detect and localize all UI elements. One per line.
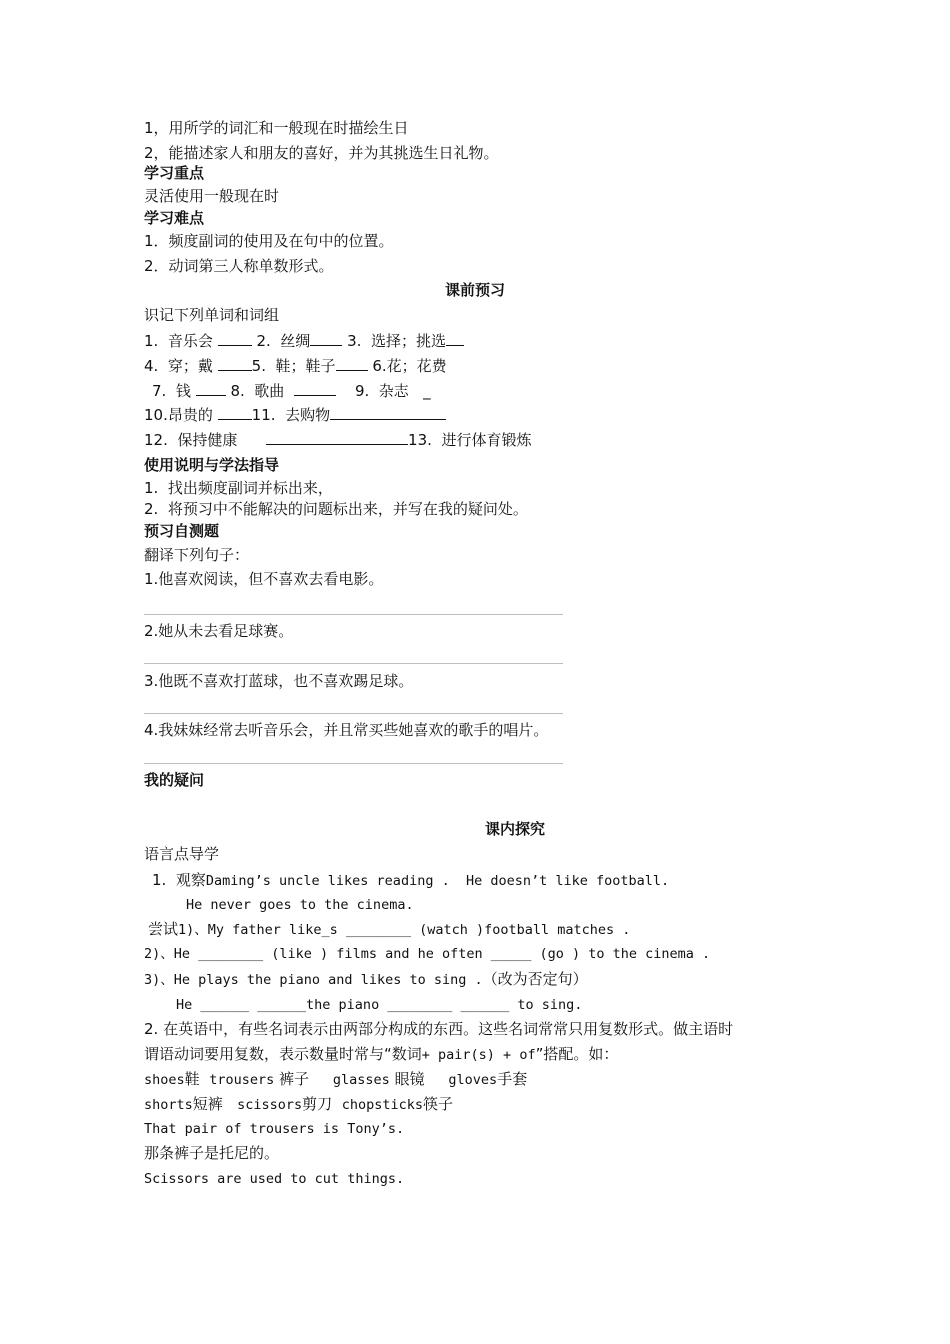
inclass-title: 课内探究	[485, 820, 546, 838]
noun-en: glasses	[332, 1072, 390, 1088]
try-sentence: 3)、He plays the piano and likes to sing .	[144, 972, 483, 988]
vocab-blank-mark: _	[423, 382, 431, 400]
vocab-num: 5.	[251, 357, 266, 375]
point2-line-2	[144, 1044, 618, 1065]
noun-en: trousers	[209, 1072, 275, 1088]
noun-zh: 筷子	[422, 1095, 453, 1113]
vocab-term: 丝绸	[280, 332, 311, 350]
observe-label: 观察	[175, 871, 206, 889]
vocab-num: 8.	[230, 382, 245, 400]
guide-item-2: 2. 将预习中不能解决的问题标出来，并写在我的疑问处。	[144, 500, 528, 518]
vocab-term: 钱	[175, 382, 191, 400]
selftest-item-1: 1.他喜欢阅读，但不喜欢去看电影。	[144, 570, 384, 588]
questions-heading: 我的疑问	[144, 771, 205, 789]
vocab-blank	[218, 331, 252, 346]
vocab-num: 3.	[347, 332, 362, 350]
objective-2: 2，能描述家人和朋友的喜好，并为其挑选生日礼物。	[144, 144, 499, 162]
answer-line	[144, 663, 563, 664]
vocab-blank	[218, 356, 252, 371]
vocab-row-2	[144, 356, 447, 376]
focus-heading: 学习重点	[144, 164, 205, 182]
vocab-blank	[446, 331, 464, 346]
try-instruction: （改为否定句）	[482, 970, 588, 988]
vocab-term: 选择；挑选	[370, 332, 446, 350]
point2-text: ”搭配。如：	[535, 1045, 619, 1063]
vocab-num: 2.	[256, 332, 271, 350]
vocab-num: 1.	[144, 332, 159, 350]
noun-en: chopsticks	[341, 1097, 423, 1113]
vocab-term: 杂志	[378, 382, 409, 400]
vocab-num: 4.	[144, 357, 159, 375]
selftest-item-4: 4.我妹妹经常去听音乐会，并且常买些她喜欢的歌手的唱片。	[144, 721, 549, 739]
vocab-term: 鞋；鞋子	[275, 357, 336, 375]
vocab-blank	[218, 405, 252, 420]
vocab-blank	[294, 381, 336, 396]
noun-en: shoes	[144, 1072, 185, 1088]
vocab-num: 6.	[372, 357, 387, 375]
vocab-blank	[196, 381, 226, 396]
focus-text: 灵活使用一般现在时	[144, 187, 280, 205]
preview-instruction: 识记下列单词和词组	[144, 306, 280, 324]
guide-item-1: 1. 找出频度副词并标出来，	[144, 479, 333, 497]
point2-text: 谓语动词要用复数，表示数量时常与“数词	[144, 1045, 422, 1063]
noun-zh: 裤子	[279, 1070, 310, 1088]
vocab-term: 花；花费	[386, 357, 447, 375]
try-line-1	[148, 919, 630, 940]
difficulty-heading: 学习难点	[144, 209, 205, 227]
observe-line-1	[152, 870, 669, 891]
example-2-en: Scissors are used to cut things.	[144, 1171, 405, 1187]
selftest-item-3: 3.他既不喜欢打蓝球，也不喜欢踢足球。	[144, 672, 414, 690]
point2-formula: + pair(s) + of	[421, 1047, 536, 1063]
vocab-row-1	[144, 331, 464, 351]
vocab-term: 穿；戴	[167, 357, 213, 375]
try-line-2: 2)、He ________ (like ) films and he often _____ (go ) to the cinema .	[144, 946, 711, 962]
vocab-term: 保持健康	[177, 431, 238, 449]
vocab-term: 昂贵的	[167, 406, 213, 424]
selftest-instruction: 翻译下列句子：	[144, 546, 250, 564]
vocab-blank	[336, 356, 368, 371]
noun-zh: 鞋	[184, 1070, 200, 1088]
noun-en: gloves	[448, 1072, 498, 1088]
objective-1: 1，用所学的词汇和一般现在时描绘生日	[144, 119, 409, 137]
inclass-subtitle: 语言点导学	[144, 845, 220, 863]
nouns-row-1	[144, 1069, 527, 1090]
vocab-blank	[330, 405, 446, 420]
vocab-blank	[266, 430, 408, 445]
try-line-4: He ______ ______the piano ________ ______ to sing.	[176, 997, 583, 1013]
noun-en: scissors	[237, 1097, 303, 1113]
vocab-row-3	[152, 381, 431, 401]
noun-zh: 短裤	[192, 1095, 223, 1113]
noun-zh: 眼镜	[394, 1070, 425, 1088]
vocab-blank	[310, 331, 342, 346]
vocab-term: 音乐会	[167, 332, 213, 350]
vocab-row-5	[144, 430, 531, 450]
answer-line	[144, 614, 563, 615]
vocab-num: 9.	[354, 382, 370, 400]
observe-line-2: He never goes to the cinema.	[186, 897, 414, 913]
example-1-zh: 那条裤子是托尼的。	[144, 1144, 280, 1162]
guide-heading: 使用说明与学法指导	[144, 456, 280, 474]
vocab-num: 12.	[144, 431, 168, 449]
preview-title: 课前预习	[444, 281, 505, 299]
answer-line	[144, 763, 563, 764]
answer-line	[144, 713, 563, 714]
selftest-heading: 预习自测题	[144, 522, 220, 540]
difficulty-item-2: 2．动词第三人称单数形式。	[144, 257, 334, 275]
difficulty-item-1: 1．频度副词的使用及在句中的位置。	[144, 232, 394, 250]
observe-sentence: Daming’s uncle likes reading . He doesn’t like football.	[205, 873, 670, 889]
vocab-num: 11.	[251, 406, 276, 424]
point2-line-1: 2. 在英语中，有些名词表示由两部分构成的东西。这些名词常常只用复数形式。做主语时	[144, 1020, 734, 1038]
example-1-en: That pair of trousers is Tony’s.	[144, 1121, 405, 1137]
item-number: 1.	[152, 871, 167, 889]
vocab-row-4	[144, 405, 446, 425]
noun-zh: 手套	[497, 1070, 528, 1088]
vocab-num: 13.	[408, 431, 432, 449]
vocab-num: 7.	[152, 382, 167, 400]
vocab-term: 进行体育锻炼	[441, 431, 532, 449]
vocab-num: 10.	[144, 406, 168, 424]
selftest-item-2: 2.她从未去看足球赛。	[144, 622, 294, 640]
try-line-3	[144, 969, 588, 990]
nouns-row-2	[144, 1094, 453, 1115]
try-label: 尝试	[148, 920, 179, 938]
noun-zh: 剪刀	[302, 1095, 333, 1113]
vocab-term: 歌曲	[254, 382, 285, 400]
noun-en: shorts	[144, 1097, 193, 1113]
try-sentence: 1)、My father like_s ________ (watch )football matches .	[178, 922, 631, 938]
vocab-term: 去购物	[285, 406, 331, 424]
